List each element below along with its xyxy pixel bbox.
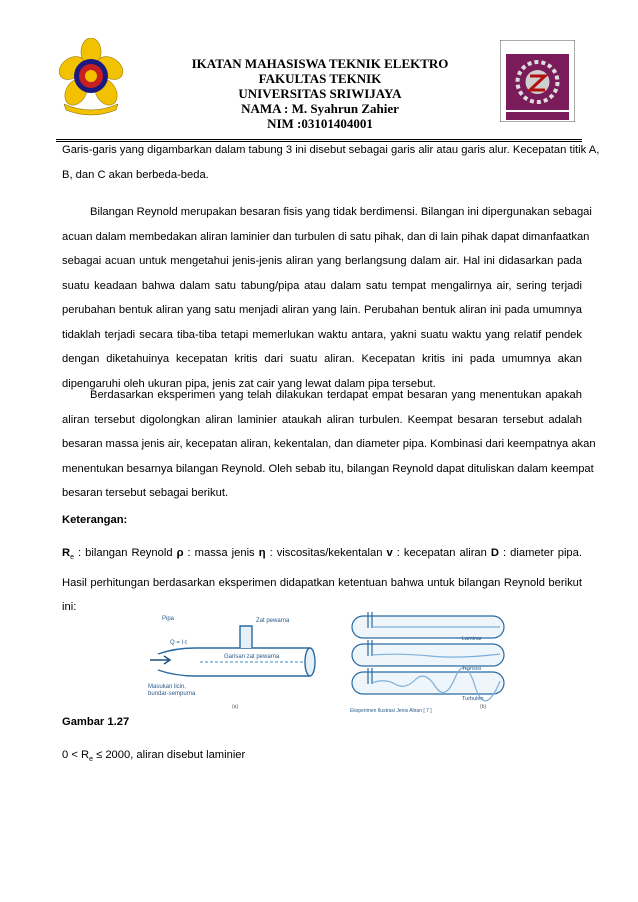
laminar-condition xyxy=(62,749,245,763)
pipe-setup-illustration xyxy=(150,626,315,676)
label-b: (b) xyxy=(480,704,487,710)
text-line: besaran tersebut sebagai berikut. xyxy=(62,487,229,499)
author-name: NAMA : M. Syahrun Zahier xyxy=(241,101,399,116)
himpunan-logo xyxy=(500,40,575,122)
label-flow-rate: Q = I·t xyxy=(170,640,187,646)
text-line: besaran massa jenis air, kecepatan aliran, kekentalan, dan diameter pipa. Kombinasi dari keempatnya akan xyxy=(62,438,596,450)
re-subscript: e xyxy=(70,554,74,562)
label-zat-pewarna: Zat pewarna xyxy=(256,618,290,624)
label-turbulen: Turbulen xyxy=(462,696,484,702)
university-name: UNIVERSITAS SRIWIJAYA xyxy=(238,86,402,101)
intro-paragraph xyxy=(62,138,600,187)
flow-regimes-illustration xyxy=(352,612,504,701)
organization-name: IKATAN MAHASISWA TEKNIK ELEKTRO xyxy=(191,56,449,71)
rho-definition: : massa jenis xyxy=(187,547,255,559)
university-logo xyxy=(56,38,126,118)
label-garisan: Garisan zat pewarna xyxy=(224,654,280,660)
re-definition: : bilangan Reynold xyxy=(78,547,173,559)
text-line: Berdasarkan eksperimen yang telah dilakukan terdapat empat besaran yang menentukan apakah xyxy=(90,389,582,401)
label-a: (a) xyxy=(232,704,239,710)
reynolds-experiment-figure xyxy=(140,608,510,713)
label-laminar: Laminar xyxy=(462,636,482,642)
rho-symbol: ρ xyxy=(176,547,184,559)
label-pipa: Pipa xyxy=(162,616,175,622)
keterangan-heading: Keterangan: xyxy=(62,514,128,526)
letterhead-text xyxy=(150,56,490,131)
text-line: ini: xyxy=(62,601,77,614)
figure-caption: Gambar 1.27 xyxy=(62,716,130,728)
v-symbol: v xyxy=(386,547,393,559)
condition-prefix: 0 < R xyxy=(62,749,90,761)
text-line: Garis-garis yang digambarkan dalam tabung 3 ini disebut sebagai garis alir atau garis alur. Kecepatan titik A, xyxy=(62,144,600,156)
d-symbol: D xyxy=(490,547,499,559)
re-symbol: R xyxy=(62,547,71,559)
v-definition: : kecepatan aliran xyxy=(396,547,487,559)
text-line: Hasil perhitungan berdasarkan eksperimen didapatkan ketentuan bahwa untuk bilangan Reynold berikut xyxy=(62,576,582,589)
paragraph-experiment xyxy=(62,383,596,506)
text-line: dipengaruhi oleh ukuran pipa, jenis zat cair yang lewat dalam pipa tersebut. xyxy=(62,377,436,390)
condition-suffix: ≤ 2000, aliran disebut laminier xyxy=(92,749,246,761)
text-line: menentukan besarnya bilangan Reynold. Oleh sebab itu, bilangan Reynold dapat dituliskan dalam keempat xyxy=(62,462,594,475)
label-masukan-2: bundar-sempurna xyxy=(148,691,196,697)
student-id: NIM :03101404001 xyxy=(267,116,373,131)
eta-definition: : viscositas/kekentalan xyxy=(269,547,383,559)
text-line: suatu keadaan bahwa dalam satu tabung/pipa atau dalam satu tempat mengalirnya air, sering terjadi xyxy=(62,279,582,292)
paragraph-reynold xyxy=(62,200,592,396)
eta-symbol: η xyxy=(258,547,266,559)
text-line: B, dan C akan berbeda-beda. xyxy=(62,168,209,181)
faculty-name: FAKULTAS TEKNIK xyxy=(258,71,382,86)
text-line: tidaklah terjadi secara tiba-tiba tetapi memerlukan waktu antara, yakni suatu waktu yang relatif pendek xyxy=(62,328,582,341)
text-line: perubahan bentuk aliran yang satu menjadi aliran yang lain. Perubahan bentuk aliran ini pada umumnya xyxy=(62,304,582,316)
symbol-definitions xyxy=(62,541,582,571)
text-line: sebagai acuan untuk mengetahui jenis-jenis aliran yang berlangsung dalam air. Hal ini didasarkan pada xyxy=(62,255,582,267)
label-transisi: Transisi xyxy=(462,666,482,672)
label-masukan: Masukan licin, xyxy=(148,684,187,690)
condition-subscript: e xyxy=(89,756,93,764)
text-line: acuan dalam membedakan aliran laminier dan turbulen di satu pihak, dan di lain pihak dapat dimanfaatkan xyxy=(62,230,590,243)
text-line: Bilangan Reynold merupakan besaran fisis yang tidak berdimensi. Bilangan ini dipergunakan sebagai xyxy=(90,206,592,218)
text-line: aliran tersebut digolongkan aliran laminier ataukah aliran turbulen. Keempat besaran tersebut adalah xyxy=(62,413,582,426)
text-line: dengan diketahuinya kecepatan kritis dari suatu aliran. Kecepatan kritis ini pada umumnya akan xyxy=(62,353,582,365)
figure-source-caption: Eksperimen Ilustrasi Jenis Aliran [ 7 ] xyxy=(350,708,432,713)
d-definition: : diameter pipa. xyxy=(503,547,582,559)
